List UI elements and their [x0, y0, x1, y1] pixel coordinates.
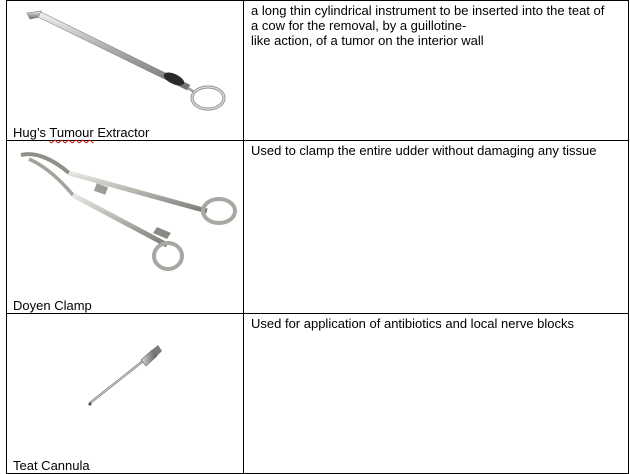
image-cell	[7, 314, 244, 474]
teat-cannula-icon	[7, 314, 243, 471]
description-line: Used for application of antibiotics and local nerve blocks	[251, 316, 575, 331]
description-line: like action, of a tumor on the interior wall	[251, 33, 484, 48]
description-cell	[244, 314, 629, 474]
table-row	[7, 141, 629, 314]
instrument-name: Doyen Clamp	[13, 298, 92, 313]
description-line: Used to clamp the entire udder without damaging any tissue	[251, 143, 597, 158]
doyen-clamp-icon	[7, 141, 243, 311]
table-row	[7, 1, 629, 141]
description-cell	[244, 1, 629, 141]
table-row	[7, 314, 629, 474]
image-cell	[7, 1, 244, 141]
description-cell	[244, 141, 629, 314]
image-cell	[7, 141, 244, 314]
description-line: a cow for the removal, by a guillotine-	[251, 18, 467, 33]
tumour-extractor-icon	[7, 1, 243, 138]
instrument-name: Hug’s Tumour Extractor	[13, 125, 150, 140]
instrument-name: Teat Cannula	[13, 458, 90, 473]
instrument-table	[6, 0, 629, 474]
description-line: a long thin cylindrical instrument to be inserted into the teat of	[251, 3, 605, 18]
